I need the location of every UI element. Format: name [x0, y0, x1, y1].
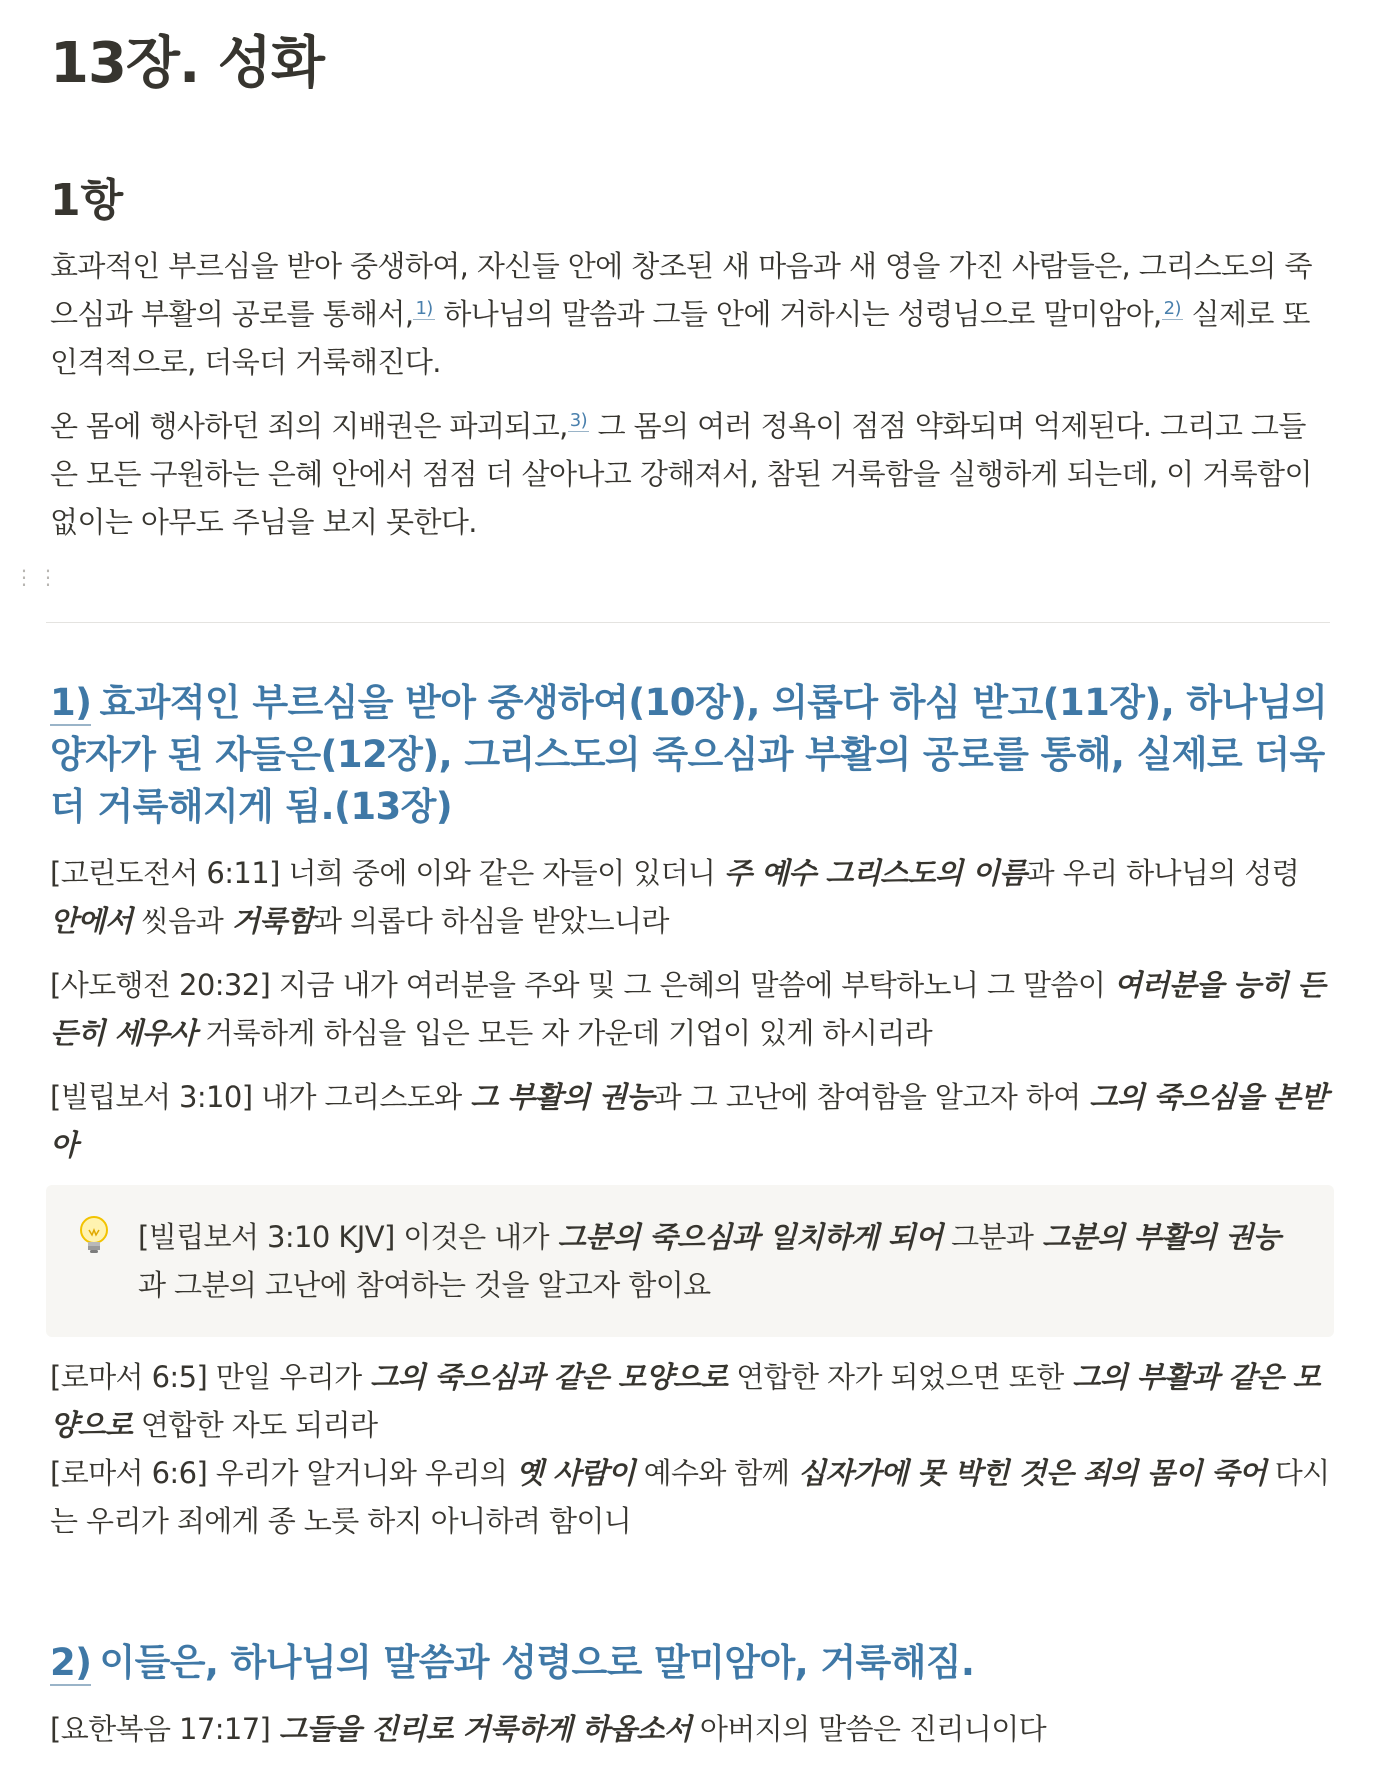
- callout-text: [138, 1213, 1294, 1309]
- verse-emphasis: 십자가에 못 박힌 것은 죄의 몸이 죽어: [797, 1455, 1267, 1490]
- verse-text: 연합한 자도 되리라: [132, 1407, 378, 1442]
- footnote-number[interactable]: 2): [50, 1640, 92, 1684]
- verse-emphasis: 안에서: [50, 903, 133, 938]
- verse-emphasis: 그의 부활과 같은 모양으로: [50, 1359, 1321, 1442]
- verse-reference: [사도행전 20:32]: [50, 967, 271, 1002]
- callout-block: [46, 1185, 1334, 1337]
- paragraph-text: 온 몸에 행사하던 죄의 지배권은 파괴되고,: [50, 408, 568, 443]
- verse-reference: [요한복음 17:17]: [50, 1711, 271, 1746]
- section-heading: 1항: [50, 175, 124, 227]
- footnote-link-1[interactable]: 1): [415, 297, 433, 319]
- verse-text: 예수와 함께: [634, 1455, 798, 1490]
- verse-text: 과 의롭다 하심을 받았느니라: [313, 903, 669, 938]
- verse-emphasis: 그 부활의 권능: [470, 1079, 654, 1114]
- paragraph-text: 그 몸의 여러 정욕이 점점 약화되며 억제된다. 그리고 그들은 모든 구원하는 은혜 안에서 점점 더 살아나고 강해져서, 참된 거룩함을 실행하게 되는데, 이 거룩함이 없이는 아무도 주님을 보지 못한다.: [50, 408, 1312, 539]
- bible-verse: [50, 849, 1330, 945]
- verse-emphasis: 여러분을 능히 든든히 세우사: [50, 967, 1325, 1050]
- verse-text: 아버지의 말씀은 진리니이다: [691, 1711, 1047, 1746]
- bible-verse: [50, 1073, 1330, 1169]
- verse-emphasis: 그분의 부활의 권능: [1041, 1219, 1281, 1254]
- verse-text: 과 우리 하나님의 성령: [1026, 855, 1300, 890]
- footnote-link-2[interactable]: 2): [1163, 297, 1181, 319]
- verse-text: 내가 그리스도와: [252, 1079, 471, 1114]
- verse-text: 이것은 내가: [394, 1219, 558, 1254]
- verse-text: 연합한 자가 되었으면 또한: [727, 1359, 1073, 1394]
- verse-reference: [빌립보서 3:10]: [50, 1079, 253, 1114]
- verse-text: [270, 1712, 279, 1746]
- verse-reference: [로마서 6:6]: [50, 1455, 208, 1490]
- article-paragraph-1: [50, 242, 1330, 386]
- lightbulb-icon-svg: [74, 1213, 114, 1261]
- lightbulb-icon[interactable]: [74, 1213, 114, 1261]
- verse-emphasis: 그의 죽으심과 같은 모양으로: [370, 1359, 728, 1394]
- verse-emphasis: 주 예수 그리스도의 이름: [723, 855, 1027, 890]
- page-title: 13장. 성화: [50, 31, 324, 96]
- verse-emphasis: 거룩함: [231, 903, 314, 938]
- verse-text: 우리가 알거니와 우리의: [207, 1455, 516, 1490]
- footnote-heading-text: 효과적인 부르심을 받아 중생하여(10장), 의롭다 하심 받고(11장), 하나님의 양자가 된 자들은(12장), 그리스도의 죽으심과 부활의 공로를 통해, 실제로 더욱더 거룩해지게 됨.(13장): [50, 680, 1328, 828]
- paragraph-text: 하나님의 말씀과 그들 안에 거하시는 성령님으로 말미암아,: [434, 296, 1162, 331]
- bible-verse: [50, 1705, 1330, 1753]
- divider: [46, 622, 1330, 623]
- bible-verse: [50, 1449, 1330, 1545]
- bible-verse: [50, 961, 1330, 1057]
- bible-verse: [50, 1353, 1330, 1449]
- verse-text: 거룩하게 하심을 입은 모든 자 가운데 기업이 있게 하시리라: [196, 1015, 933, 1050]
- footnote-heading-1: [50, 677, 1330, 833]
- verse-text: 과 그분의 고난에 참여하는 것을 알고자 함이요: [138, 1267, 711, 1302]
- article-paragraph-2: [50, 402, 1330, 546]
- footnote-link-3[interactable]: 3): [569, 409, 588, 431]
- verse-text: 다시는 우리가 죄에게 종 노릇 하지 아니하려 함이니: [50, 1455, 1330, 1538]
- block-drag-handle[interactable]: ⋮⋮: [14, 565, 62, 589]
- footnote-number[interactable]: 1): [50, 680, 92, 724]
- verse-text: 그분과: [942, 1219, 1042, 1254]
- verse-emphasis: 그분의 죽으심과 일치하게 되어: [557, 1219, 943, 1254]
- verse-text: 씻음과: [132, 903, 232, 938]
- paragraph-text: 실제로 또 인격적으로, 더욱더 거룩해진다.: [50, 296, 1310, 379]
- verse-emphasis: 그들을 진리로 거룩하게 하옵소서: [278, 1711, 692, 1746]
- verse-reference: [로마서 6:5]: [50, 1359, 208, 1394]
- verse-text: 지금 내가 여러분을 주와 및 그 은혜의 말씀에 부탁하노니 그 말씀이: [270, 967, 1114, 1002]
- verse-reference: [고린도전서 6:11]: [50, 855, 280, 890]
- verse-text: 과 그 고난에 참여함을 알고자 하여: [653, 1079, 1090, 1114]
- page-content: [50, 20, 1330, 1769]
- verse-emphasis: 그의 죽으심을 본받아: [50, 1079, 1328, 1162]
- footnote-heading-2: [50, 1637, 1330, 1689]
- verse-reference: [빌립보서 3:10 KJV]: [138, 1219, 395, 1254]
- footnote-heading-text: 이들은, 하나님의 말씀과 성령으로 말미암아, 거룩해짐.: [99, 1640, 975, 1684]
- verse-text: 만일 우리가: [207, 1359, 371, 1394]
- paragraph-text: 효과적인 부르심을 받아 중생하여, 자신들 안에 창조된 새 마음과 새 영을 가진 사람들은, 그리스도의 죽으심과 부활의 공로를 통해서,: [50, 248, 1312, 331]
- verse-emphasis: 옛 사람이: [515, 1455, 635, 1490]
- verse-text: 너희 중에 이와 같은 자들이 있더니: [279, 855, 724, 890]
